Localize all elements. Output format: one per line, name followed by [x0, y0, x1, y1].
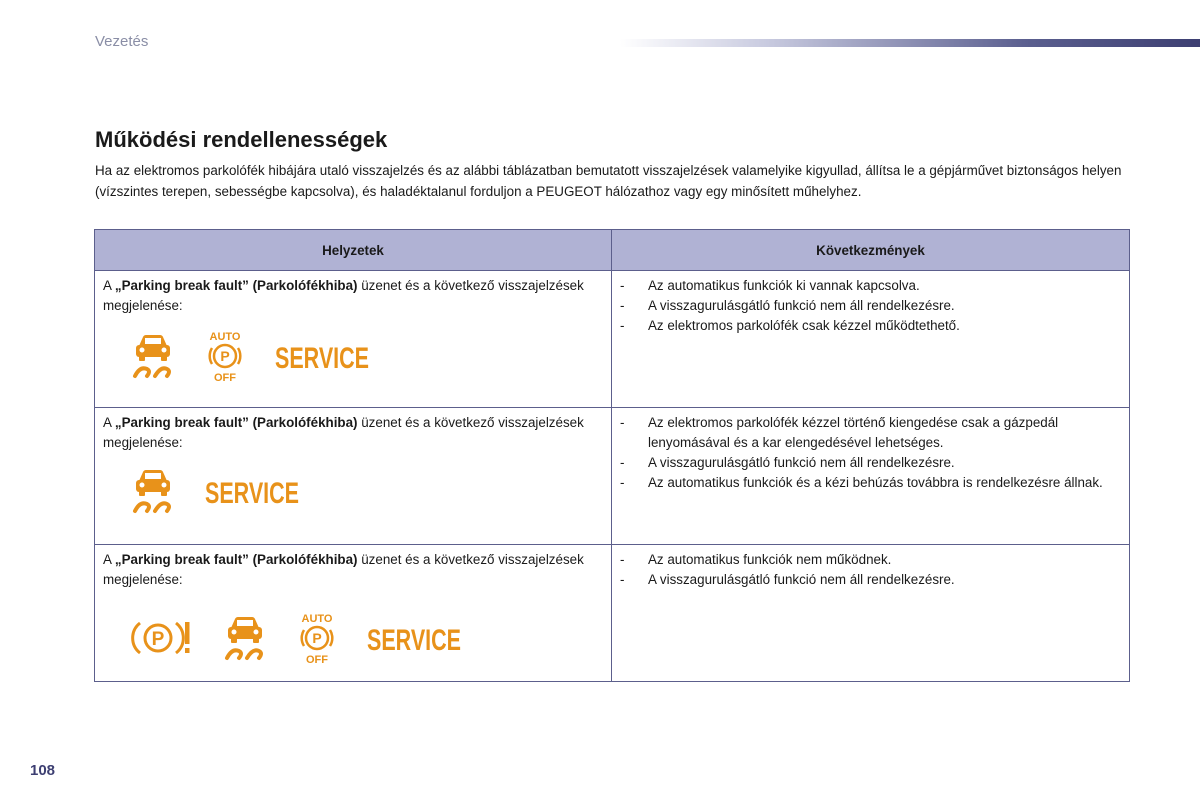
warning-icons — [103, 467, 603, 515]
skid-car-icon — [223, 614, 267, 662]
table-row — [95, 545, 1130, 682]
fault-message: „Parking break fault” (Parkolófékhiba) — [114, 415, 358, 430]
svg-text:OFF: OFF — [306, 654, 328, 666]
warning-icons — [103, 612, 603, 664]
svg-text:SERVICE: SERVICE — [275, 342, 369, 375]
page-number: 108 — [30, 762, 56, 779]
auto-p-off-icon — [297, 612, 337, 664]
list-item: - Az elektromos parkolófék kézzel történő kiengedése csak a gázpedál lenyomásával és a kar elengedésével lehetséges. — [620, 413, 1121, 453]
column-header-consequences: Következmények — [612, 230, 1130, 271]
consequence-cell — [612, 545, 1130, 682]
list-item: - Az elektromos parkolófék csak kézzel működtethető. — [620, 316, 1121, 336]
header-section-title: Vezetés — [95, 33, 149, 50]
svg-text:OFF: OFF — [214, 372, 236, 384]
table-row — [95, 408, 1130, 545]
list-item: - A visszagurulásgátló funkció nem áll rendelkezésre. — [620, 570, 1121, 590]
malfunction-table — [94, 229, 1130, 682]
service-text-icon — [205, 475, 301, 510]
list-item: - Az automatikus funkciók és a kézi behúzás továbbra is rendelkezésre állnak. — [620, 473, 1121, 493]
consequence-cell — [612, 271, 1130, 408]
list-item: - Az automatikus funkciók ki vannak kapcsolva. — [620, 276, 1121, 296]
service-text-icon — [367, 622, 463, 657]
consequence-cell — [612, 408, 1130, 545]
warning-icons — [103, 330, 603, 382]
consequence-list — [620, 550, 1121, 590]
svg-text:SERVICE: SERVICE — [367, 624, 461, 657]
svg-text:AUTO: AUTO — [301, 613, 333, 625]
situation-cell — [95, 408, 612, 545]
skid-car-icon — [131, 467, 175, 515]
table-row — [95, 271, 1130, 408]
column-header-situations: Helyzetek — [95, 230, 612, 271]
list-item: - A visszagurulásgátló funkció nem áll rendelkezésre. — [620, 453, 1121, 473]
svg-text:AUTO: AUTO — [209, 331, 241, 343]
intro-paragraph: Ha az elektromos parkolófék hibájára utaló visszajelzés és az alábbi táblázatban bemutatott visszajelzések valamelyike kigyullad, állítsa le a gépjárművet biztonságos helyen (vízszintes terepen, sebességbe kapcsolva), és haladéktalanul forduljon a PEUGEOT hálózathoz vagy egy minősített műhelyhez. — [95, 163, 1122, 199]
situation-text: A „Parking break fault” (Parkolófékhiba) üzenet és a következő visszajelzések megjelenése: — [103, 278, 584, 313]
auto-p-off-icon — [205, 330, 245, 382]
svg-text:P: P — [151, 629, 165, 650]
parking-brake-fault-icon — [131, 617, 193, 659]
fault-message: „Parking break fault” (Parkolófékhiba) — [114, 552, 358, 567]
consequence-list — [620, 276, 1121, 336]
page-title: Működési rendellenességek — [95, 127, 388, 152]
consequence-list — [620, 413, 1121, 493]
list-item: - A visszagurulásgátló funkció nem áll rendelkezésre. — [620, 296, 1121, 316]
situation-cell — [95, 271, 612, 408]
skid-car-icon — [131, 332, 175, 380]
svg-text:P: P — [312, 630, 322, 646]
header-decorative-bar — [620, 39, 1200, 47]
service-text-icon — [275, 340, 371, 375]
svg-text:SERVICE: SERVICE — [205, 477, 299, 510]
svg-text:P: P — [220, 348, 230, 364]
list-item: - Az automatikus funkciók nem működnek. — [620, 550, 1121, 570]
fault-message: „Parking break fault” (Parkolófékhiba) — [114, 278, 358, 293]
situation-text: A „Parking break fault” (Parkolófékhiba) üzenet és a következő visszajelzések megjelenése: — [103, 415, 584, 450]
table-header-row — [95, 230, 1130, 271]
situation-cell — [95, 545, 612, 682]
situation-text: A „Parking break fault” (Parkolófékhiba) üzenet és a következő visszajelzések megjelenése: — [103, 552, 584, 587]
